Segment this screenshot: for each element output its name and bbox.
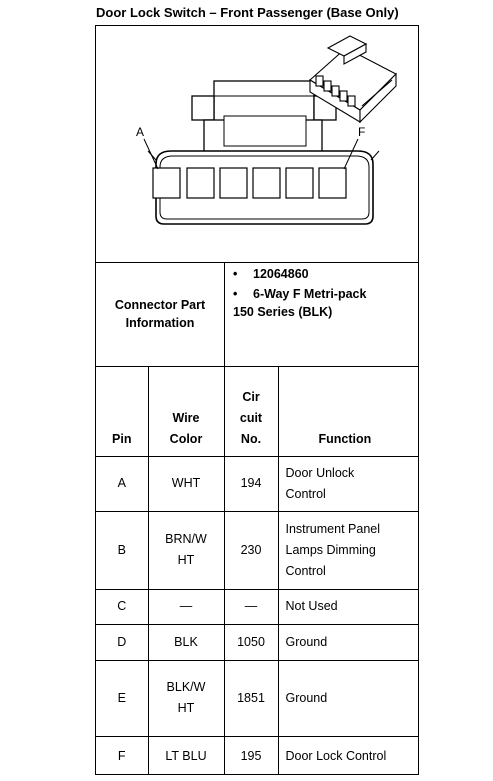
connector-series: 150 Series (BLK) bbox=[233, 305, 333, 319]
table-row: D BLK 1050 Ground bbox=[96, 624, 418, 660]
table-row: E BLK/W HT 1851 Ground bbox=[96, 660, 418, 736]
pinout-table bbox=[96, 366, 418, 775]
header-circuit: Cir cuit No. bbox=[224, 366, 278, 456]
table-row: F LT BLU 195 Door Lock Control bbox=[96, 736, 418, 775]
connector-info-details bbox=[225, 262, 418, 366]
connector-diagram bbox=[96, 26, 418, 263]
header-function: Function bbox=[278, 366, 418, 456]
part-number: • 12064860 bbox=[233, 267, 309, 281]
page-title: Door Lock Switch – Front Passenger (Base Only) bbox=[96, 5, 399, 20]
header-wire-color: Wire Color bbox=[148, 366, 224, 456]
table-row: C — — Not Used bbox=[96, 589, 418, 624]
connector-table-frame bbox=[95, 25, 419, 775]
pin-a-label: A bbox=[136, 125, 145, 139]
table-row: A WHT 194 Door Unlock Control bbox=[96, 456, 418, 511]
header-pin: Pin bbox=[96, 366, 148, 456]
connector-type: • 6-Way F Metri-pack bbox=[233, 287, 367, 301]
connector-face-drawing bbox=[96, 26, 418, 262]
connector-part-information bbox=[96, 262, 418, 367]
table-header-row bbox=[96, 366, 418, 456]
pin-f-label: F bbox=[358, 125, 366, 139]
table-row: B BRN/W HT 230 Instrument Panel Lamps Dimming Control bbox=[96, 511, 418, 589]
connector-info-label: Connector Part Information bbox=[96, 262, 225, 366]
